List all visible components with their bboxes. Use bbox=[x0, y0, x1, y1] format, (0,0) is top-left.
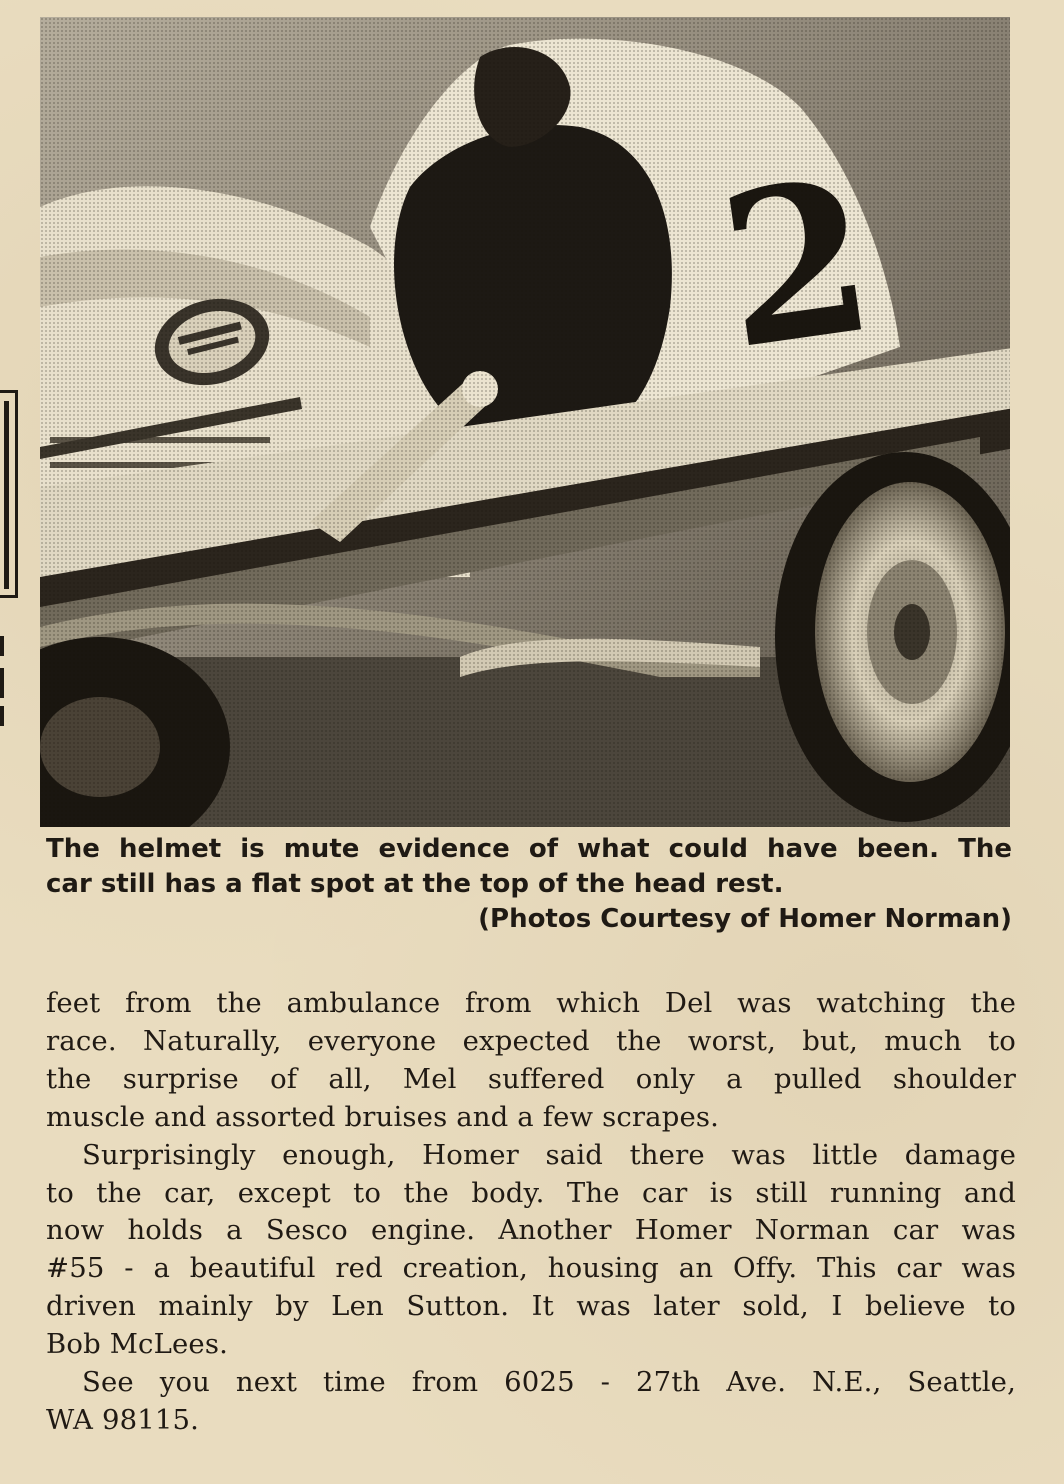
article-line: WA 98115. bbox=[46, 1403, 200, 1436]
margin-box-fragment bbox=[0, 390, 18, 598]
article-line: muscle and assorted bruises and a few scrapes. bbox=[46, 1100, 720, 1133]
article-line: the surprise of all, Mel suffered only a pulled shoulder bbox=[46, 1062, 1016, 1095]
race-car-illustration bbox=[40, 17, 1010, 827]
article-line: driven mainly by Len Sutton. It was later sold, I believe to bbox=[46, 1290, 1016, 1323]
article-line: See you next time from 6025 - 27th Ave. N.E., Seattle, bbox=[82, 1366, 1016, 1399]
article-line: now holds a Sesco engine. Another Homer Norman car was bbox=[46, 1214, 1016, 1247]
margin-rule-fragment bbox=[0, 636, 4, 656]
photo-caption bbox=[46, 832, 1012, 937]
margin-rule-fragment bbox=[0, 668, 4, 698]
caption-line: The helmet is mute evidence of what could have been. The bbox=[46, 834, 1012, 864]
margin-rule-fragment bbox=[0, 706, 4, 726]
caption-line: car still has a flat spot at the top of the head rest. bbox=[46, 869, 784, 899]
article-line: to the car, except to the body. The car is still running and bbox=[46, 1176, 1016, 1209]
article-body bbox=[46, 985, 1016, 1440]
article-line: race. Naturally, everyone expected the worst, but, much to bbox=[46, 1024, 1016, 1057]
article-line: feet from the ambulance from which Del was watching the bbox=[46, 987, 1016, 1019]
article-line: #55 - a beautiful red creation, housing an Offy. This car was bbox=[46, 1252, 1016, 1285]
photo-credit: (Photos Courtesy of Homer Norman) bbox=[478, 904, 1012, 934]
race-car-photo bbox=[40, 17, 1010, 827]
article-line: Surprisingly enough, Homer said there was little damage bbox=[82, 1138, 1016, 1171]
article-line: Bob McLees. bbox=[46, 1328, 228, 1361]
